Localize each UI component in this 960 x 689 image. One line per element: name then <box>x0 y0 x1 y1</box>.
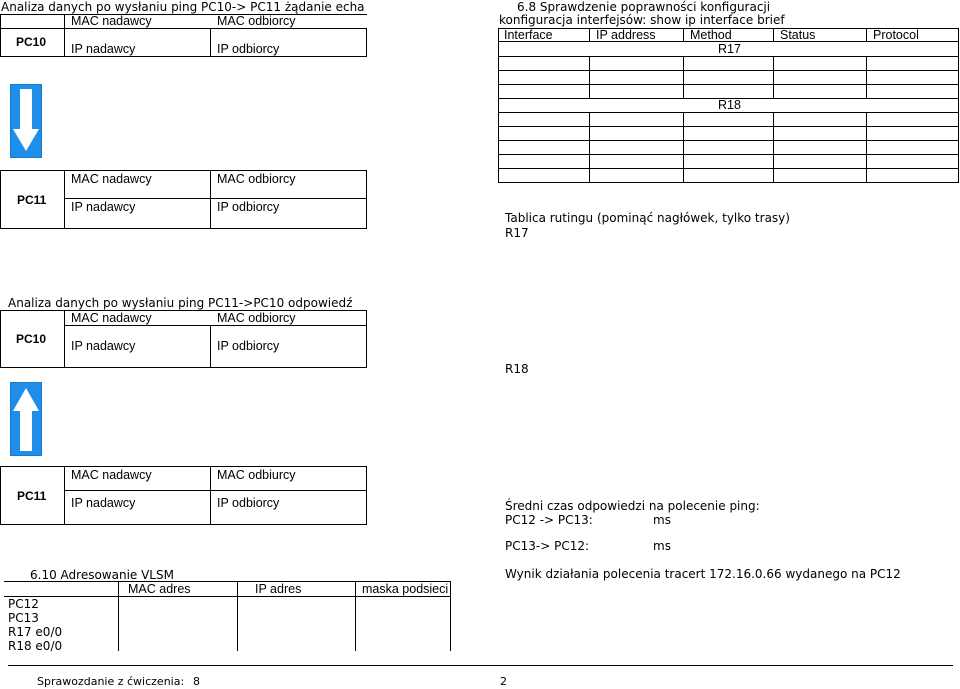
column-header: maska podsieci <box>362 582 449 596</box>
ip-sender-label: IP nadawcy <box>71 496 136 510</box>
ip-receiver-label: IP odbiorcy <box>217 200 280 214</box>
column-header: Method <box>690 28 732 42</box>
footer-exercise-number: 8 <box>193 675 200 688</box>
column-header: Protocol <box>873 28 919 42</box>
ping-unit-ms: ms <box>653 539 671 553</box>
mac-receiver-label: MAC odbiorcy <box>217 311 296 325</box>
mac-receiver-label: MAC odbiurcy <box>217 468 296 482</box>
footer-label: Sprawozdanie z ćwiczenia: <box>37 675 185 688</box>
row-label: R17 e0/0 <box>8 625 63 639</box>
ip-sender-label: IP nadawcy <box>71 339 136 353</box>
ip-receiver-label: IP odbiorcy <box>217 42 280 56</box>
pc-label: PC10 <box>16 35 47 49</box>
row-label: PC12 <box>8 597 39 611</box>
mac-sender-label: MAC nadawcy <box>71 311 152 325</box>
routing-r18-label: R18 <box>505 362 529 376</box>
routing-table-label: Tablica rutingu (pominąć nagłówek, tylko trasy) <box>505 211 790 225</box>
section2-title: Analiza danych po wysłaniu ping PC11->PC10 odpowiedź <box>8 296 353 310</box>
router-r17-label: R17 <box>718 42 741 56</box>
pc-label: PC11 <box>17 489 47 503</box>
mac-receiver-label: MAC odbiorcy <box>217 172 296 186</box>
footer-divider <box>8 665 953 666</box>
mac-sender-label: MAC nadawcy <box>71 14 152 28</box>
pc-label: PC10 <box>16 332 47 346</box>
pc-label: PC11 <box>17 193 47 207</box>
router-r18-label: R18 <box>718 98 741 112</box>
ip-sender-label: IP nadawcy <box>71 42 136 56</box>
row-label: PC13 <box>8 611 39 625</box>
ping-pc12-pc13-label: PC12 -> PC13: <box>505 513 593 527</box>
column-header: Interface <box>504 28 553 42</box>
column-header: Status <box>780 28 816 42</box>
ip-sender-label: IP nadawcy <box>71 200 136 214</box>
column-header: IP address <box>596 28 656 42</box>
section-6-8-heading: 6.8 Sprawdzenie poprawności konfiguracji <box>517 0 771 14</box>
ip-receiver-label: IP odbiorcy <box>217 339 280 353</box>
section-6-10-heading: 6.10 Adresowanie VLSM <box>30 568 174 582</box>
mac-receiver-label: MAC odbiorcy <box>217 14 296 28</box>
up-arrow-icon <box>10 382 42 456</box>
column-header: IP adres <box>255 582 302 596</box>
page-number: 2 <box>500 675 507 688</box>
down-arrow-icon <box>10 84 42 158</box>
ping-unit-ms: ms <box>653 513 671 527</box>
routing-r17-label: R17 <box>505 226 529 240</box>
interface-config-subheading: konfiguracja interfejsów: show ip interface brief <box>499 13 785 27</box>
mac-sender-label: MAC nadawcy <box>71 172 152 186</box>
row-label: R18 e0/0 <box>8 639 63 653</box>
mac-sender-label: MAC nadawcy <box>71 468 152 482</box>
column-header: MAC adres <box>128 582 191 596</box>
ping-pc13-pc12-label: PC13-> PC12: <box>505 539 590 553</box>
ip-receiver-label: IP odbiorcy <box>217 496 280 510</box>
section1-title: Analiza danych po wysłaniu ping PC10-> PC11 żądanie echa <box>1 0 365 14</box>
ping-time-label: Średni czas odpowiedzi na polecenie ping: <box>505 499 760 513</box>
tracert-label: Wynik działania polecenia tracert 172.16.0.66 wydanego na PC12 <box>505 567 901 581</box>
